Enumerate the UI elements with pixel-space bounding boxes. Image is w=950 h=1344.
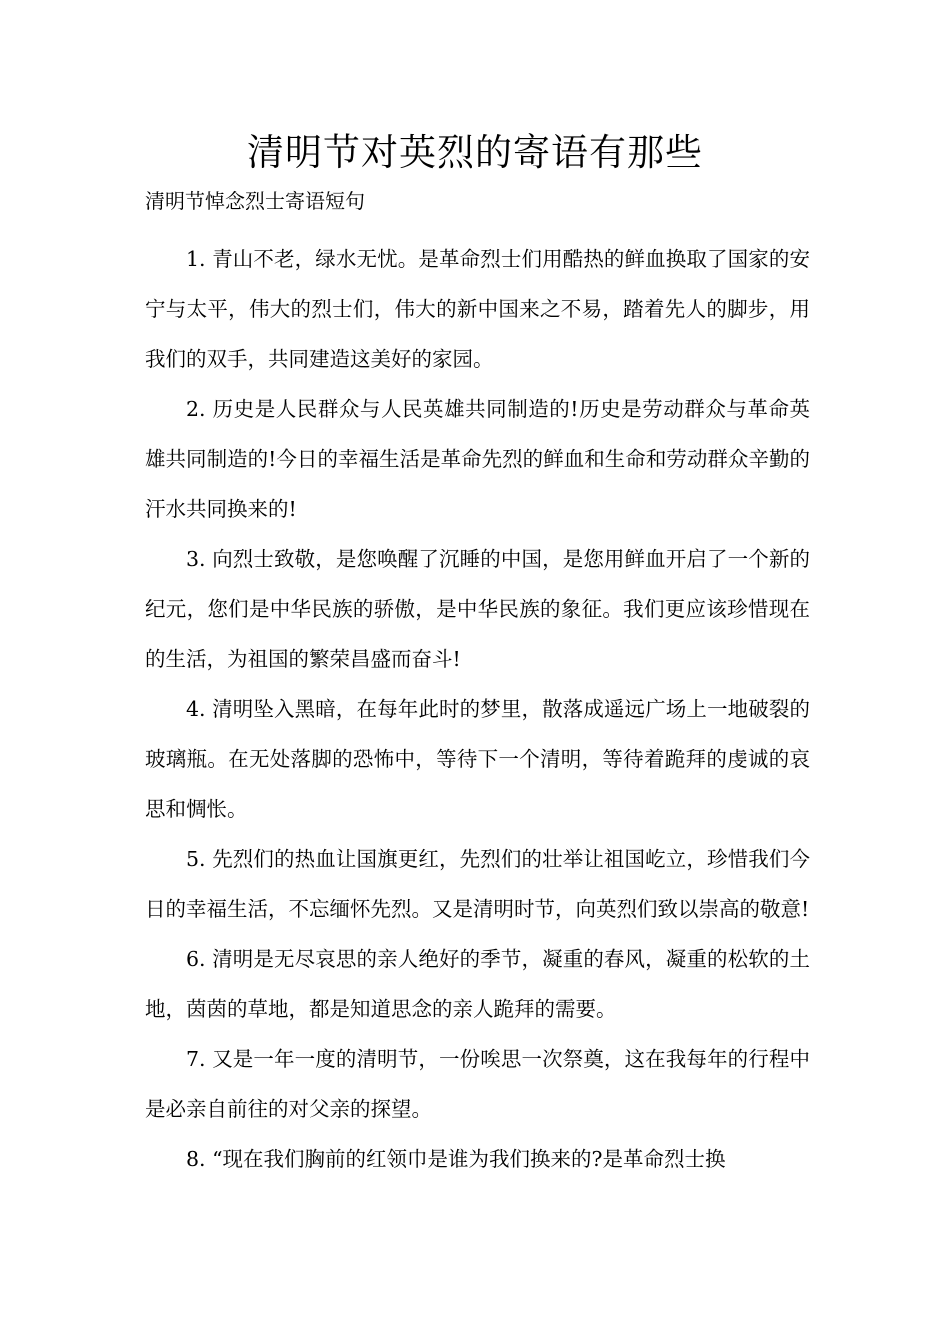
paragraph-7: 7. 又是一年一度的清明节，一份唉思一次祭奠，这在我每年的行程中是必亲自前往的对父亲的探望。 [145, 1047, 810, 1121]
paragraph-2: 2. 历史是人民群众与人民英雄共同制造的!历史是劳动群众与革命英雄共同制造的!今日的幸福生活是革命先烈的鲜血和生命和劳动群众辛勤的汗水共同换来的! [145, 397, 810, 521]
paragraph-1: 1. 青山不老，绿水无忧。是革命烈士们用酷热的鲜血换取了国家的安宁与太平，伟大的烈士们，伟大的新中国来之不易，踏着先人的脚步，用我们的双手，共同建造这美好的家园。 [145, 247, 810, 371]
paragraph-6: 6. 清明是无尽哀思的亲人绝好的季节，凝重的春风，凝重的松软的土地，茵茵的草地，都是知道思念的亲人跪拜的需要。 [145, 947, 810, 1021]
paragraph-3: 3. 向烈士致敬，是您唤醒了沉睡的中国，是您用鲜血开启了一个新的纪元，您们是中华民族的骄傲，是中华民族的象征。我们更应该珍惜现在的生活，为祖国的繁荣昌盛而奋斗! [145, 547, 810, 671]
paragraph-5: 5. 先烈们的热血让国旗更红，先烈们的壮举让祖国屹立，珍惜我们今日的幸福生活，不忘缅怀先烈。又是清明时节，向英烈们致以崇高的敬意! [145, 847, 810, 921]
paragraph-8: 8. “现在我们胸前的红领巾是谁为我们换来的?是革命烈士换 [186, 1147, 726, 1171]
document-subtitle: 清明节悼念烈士寄语短句 [145, 189, 365, 213]
paragraph-4: 4. 清明坠入黑暗，在每年此时的梦里，散落成遥远广场上一地破裂的玻璃瓶。在无处落脚的恐怖中，等待下一个清明，等待着跪拜的虔诚的哀思和惆怅。 [145, 697, 810, 821]
document-title: 清明节对英烈的寄语有那些 [247, 131, 703, 174]
document-body [145, 234, 810, 1184]
